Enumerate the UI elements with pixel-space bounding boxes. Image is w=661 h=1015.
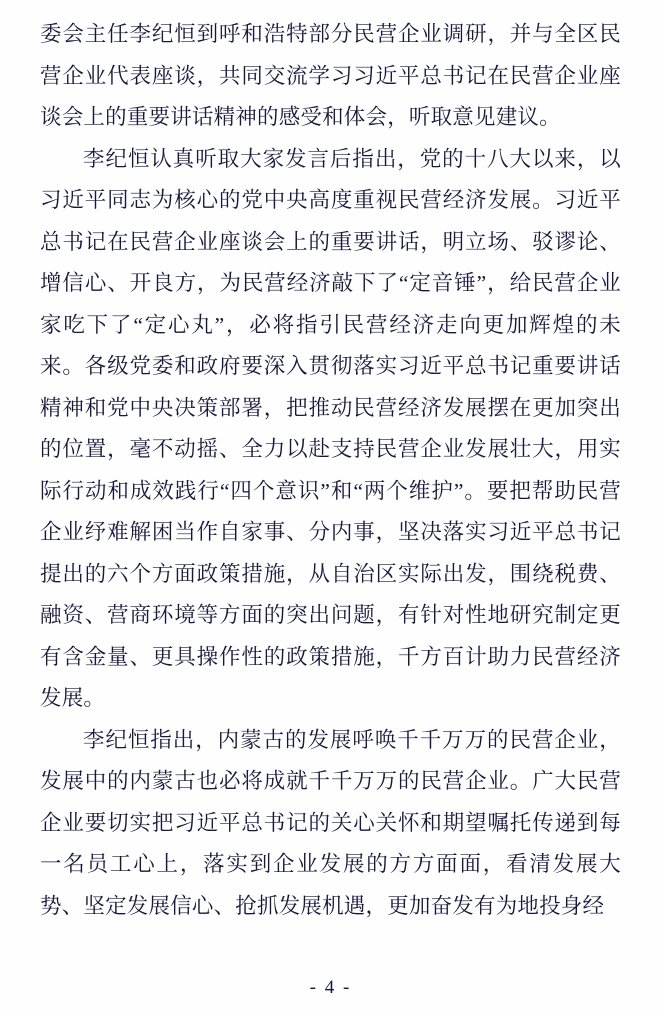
page-number: - 4 - (309, 977, 352, 998)
paragraph: 李纪恒指出，内蒙古的发展呼唤千千万万的民营企业，发展中的内蒙古也必将成就千千万万的民营企业。广大民营企业要切实把习近平总书记的关心关怀和期望嘱托传递到每一名员工心上，落实到企业发展的方方面面，看清发展大势、坚定发展信心、抢抓发展机遇，更加奋发有为地投身经 (40, 727, 621, 918)
paragraph: 委会主任李纪恒到呼和浩特部分民营企业调研，并与全区民营企业代表座谈，共同交流学习习近平总书记在民营企业座谈会上的重要讲话精神的感受和体会，听取意见建议。 (40, 22, 621, 129)
paragraph: 李纪恒认真听取大家发言后指出，党的十八大以来，以习近平同志为核心的党中央高度重视民营经济发展。习近平总书记在民营企业座谈会上的重要讲话，明立场、驳谬论、增信心、开良方，为民营经济敲下了“定音锤”，给民营企业家吃下了“定心丸”，必将指引民营经济走向更加辉煌的未来。各级党委和政府要深入贯彻落实习近平总书记重要讲话精神和党中央决策部署，把推动民营经济发展摆在更加突出的位置，毫不动摇、全力以赴支持民营企业发展壮大，用实际行动和成效践行“四个意识”和“两个维护”。要把帮助民营企业纾难解困当作自家事、分内事，坚决落实习近平总书记提出的六个方面政策措施，从自治区实际出发，围绕税费、融资、营商环境等方面的突出问题，有针对性地研究制定更有含金量、更具操作性的政策措施，千方百计助力民营经济发展。 (40, 146, 621, 710)
document-body (40, 14, 621, 927)
